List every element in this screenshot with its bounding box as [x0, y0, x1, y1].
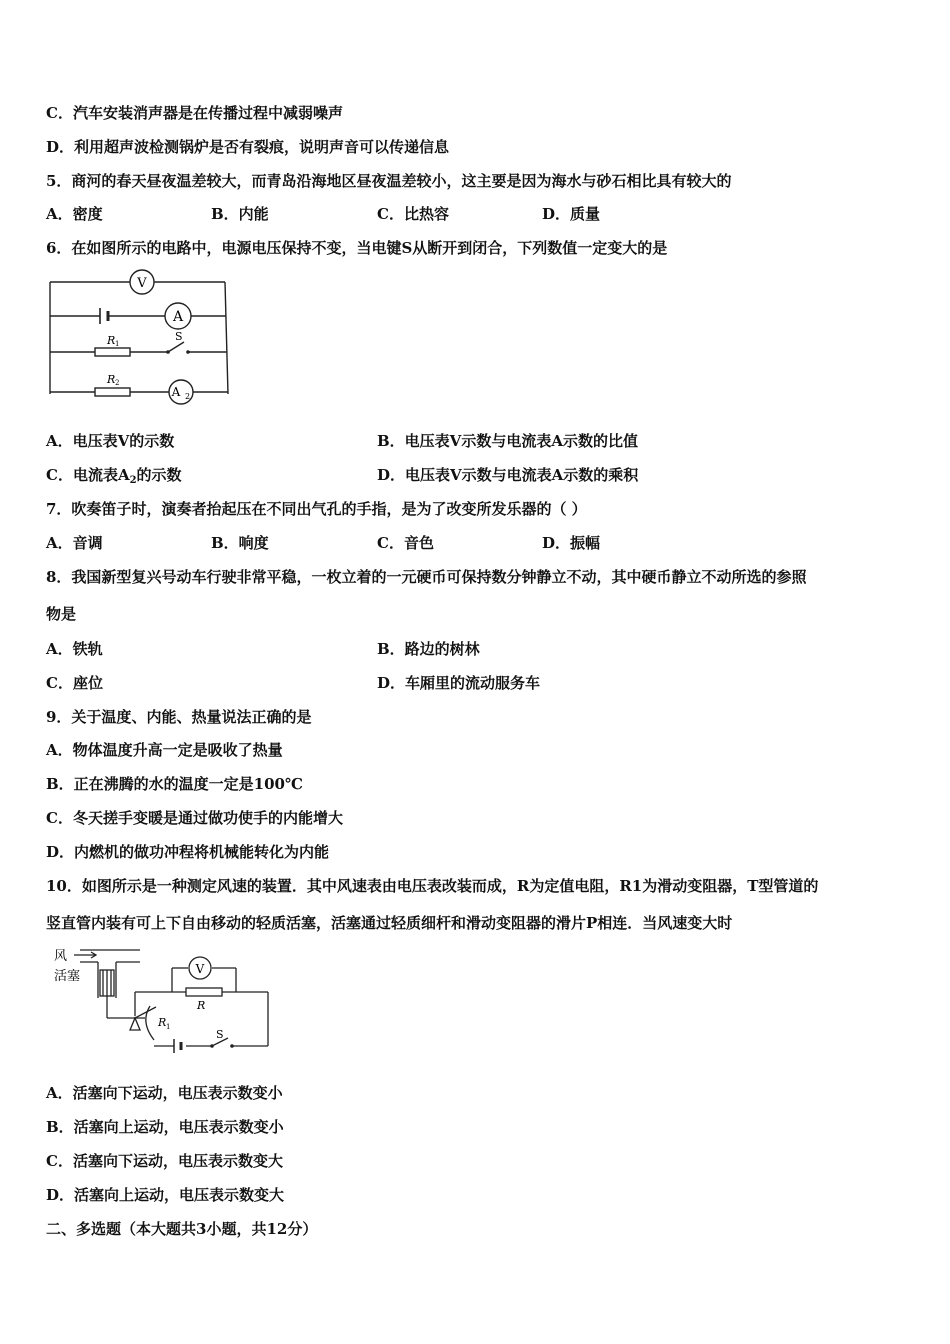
q10-wind-label: 风 — [54, 949, 68, 964]
q10-stem-line2: 竖直管内装有可上下自由移动的轻质活塞，活塞通过轻质细杆和滑动变阻器的滑片P相连．当风速变大时 — [46, 914, 733, 932]
q6-option-c: C．电流表$A_2$的示数 — [46, 466, 182, 486]
q6-r2-label: R — [107, 373, 116, 386]
q6-voltmeter-label: V — [137, 276, 147, 291]
q10-stem-line1: 10．如图所示是一种测定风速的装置．其中风速表由电压表改装而成，R为定值电阻，R1为滑动变阻器，T型管道的 — [46, 877, 819, 895]
q6-wire — [225, 282, 228, 394]
q9-stem: 9．关于温度、内能、热量说法正确的是 — [46, 708, 312, 726]
q7-option-d: D．振幅 — [542, 534, 601, 552]
q10-piston-label: 活塞 — [54, 969, 81, 984]
q10-option-c: C．活塞向下运动，电压表示数变大 — [46, 1152, 283, 1170]
section-title: 二、多选题（本大题共3小题，共12分） — [46, 1220, 318, 1238]
q10-switch-contact — [230, 1044, 234, 1048]
q9-option-d: D．内燃机的做功冲程将机械能转化为内能 — [46, 843, 330, 861]
q9-option-b: B．正在沸腾的水的温度一定是100℃ — [46, 775, 303, 793]
q6-stem: 6．在如图所示的电路中，电源电压保持不变，当电键S从断开到闭合，下列数值一定变大的是 — [46, 239, 668, 257]
q8-stem-line1: 8．我国新型复兴号动车行驶非常平稳，一枚立着的一元硬币可保持数分钟静立不动，其中硬币静立不动所选的参照 — [46, 568, 807, 586]
q10-r1-subscript: 1 — [166, 1023, 171, 1031]
q5-option-a: A．密度 — [46, 205, 103, 223]
q6-circuit-diagram — [40, 262, 240, 410]
q6-r2-subscript: 2 — [115, 379, 120, 387]
q10-option-b: B．活塞向上运动，电压表示数变小 — [46, 1118, 284, 1136]
q7-stem: 7．吹奏笛子时，演奏者抬起压在不同出气孔的手指，是为了改变所发乐器的（ ） — [46, 500, 587, 518]
q10-r1-label: R — [158, 1016, 167, 1029]
q7-option-a: A．音调 — [46, 534, 103, 552]
q6-switch-contact — [166, 350, 170, 354]
q8-option-c: C．座位 — [46, 674, 103, 692]
q8-option-d: D．车厢里的流动服务车 — [377, 674, 541, 692]
q5-option-c: C．比热容 — [377, 205, 449, 223]
q10-option-d: D．活塞向上运动，电压表示数变大 — [46, 1186, 285, 1204]
q6-r1-subscript: 1 — [115, 340, 120, 348]
q4-option-d: D．利用超声波检测锅炉是否有裂痕，说明声音可以传递信息 — [46, 138, 450, 156]
q10-resistor-r — [186, 988, 222, 996]
q9-option-c: C．冬天搓手变暖是通过做功使手的内能增大 — [46, 809, 343, 827]
q10-wind-speed-diagram — [40, 942, 280, 1057]
q7-option-b: B．响度 — [211, 534, 269, 552]
q5-option-d: D．质量 — [542, 205, 601, 223]
q6-switch-lever — [168, 342, 184, 352]
q6-option-b: B．电压表V示数与电流表A示数的比值 — [377, 432, 638, 450]
q9-option-a: A．物体温度升高一定是吸收了热量 — [46, 741, 283, 759]
q6-option-d: D．电压表V示数与电流表A示数的乘积 — [377, 466, 639, 484]
q6-switch-contact — [186, 350, 190, 354]
q10-switch-contact — [210, 1044, 214, 1048]
q10-option-a: A．活塞向下运动，电压表示数变小 — [46, 1084, 283, 1102]
q6-ammeter-label: A — [172, 309, 184, 325]
q6-resistor-r2 — [95, 388, 130, 396]
q5-stem: 5．商河的春天昼夜温差较大，而青岛沿海地区昼夜温差较小，这主要是因为海水与砂石相比具有较大的 — [46, 172, 732, 190]
q6-option-a: A．电压表V的示数 — [46, 432, 175, 450]
q10-r-label: R — [197, 999, 206, 1012]
q6-ammeter2-label: A — [171, 385, 181, 399]
q5-option-b: B．内能 — [211, 205, 269, 223]
q6-r1-label: R — [107, 334, 116, 347]
q6-switch-label: S — [175, 330, 183, 343]
q6-ammeter2-subscript: 2 — [185, 392, 191, 401]
q6-resistor-r1 — [95, 348, 130, 356]
q10-switch-label: S — [216, 1028, 224, 1041]
q4-option-c: C．汽车安装消声器是在传播过程中减弱噪声 — [46, 104, 343, 122]
q10-voltmeter-label: V — [195, 962, 205, 976]
q8-stem-line2: 物是 — [46, 605, 77, 623]
q8-option-a: A．铁轨 — [46, 640, 103, 658]
q7-option-c: C．音色 — [377, 534, 434, 552]
q8-option-b: B．路边的树林 — [377, 640, 480, 658]
q10-pivot — [130, 1018, 140, 1030]
q10-rheostat-r1 — [146, 1006, 154, 1040]
